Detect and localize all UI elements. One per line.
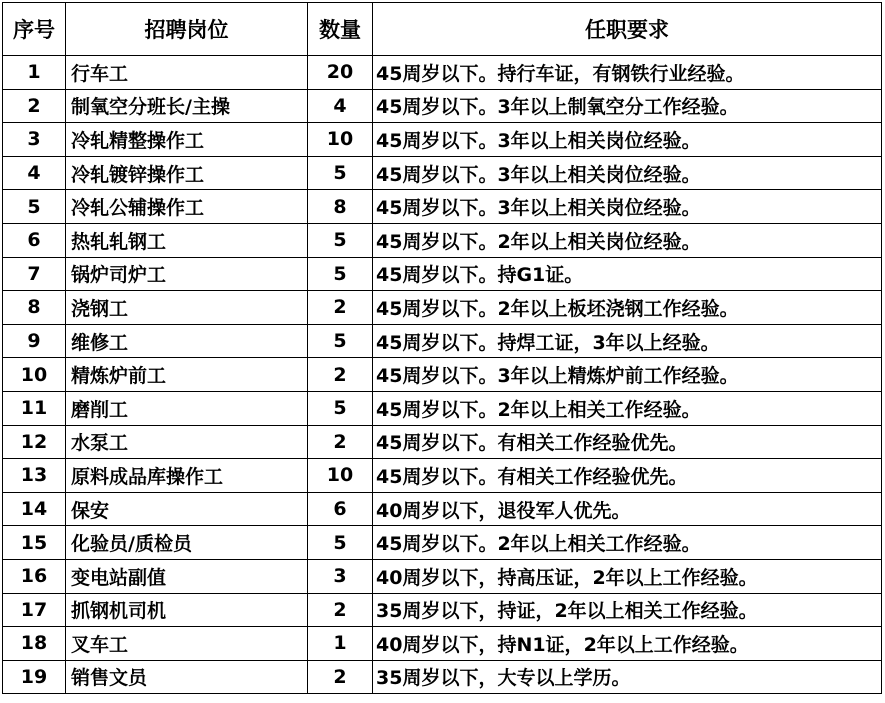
cell-index: 7 [3,257,66,291]
header-requirement: 任职要求 [373,3,882,56]
cell-requirement: 45周岁以下。3年以上相关岗位经验。 [373,156,882,190]
cell-position: 抓钢机司机 [66,593,308,627]
cell-index: 4 [3,156,66,190]
table-row [3,425,882,459]
cell-quantity: 2 [308,358,373,392]
table-row [3,89,882,123]
cell-quantity: 20 [308,56,373,90]
cell-requirement: 45周岁以下。3年以上相关岗位经验。 [373,190,882,224]
cell-index: 10 [3,358,66,392]
table-row [3,459,882,493]
cell-index: 17 [3,593,66,627]
cell-index: 19 [3,660,66,694]
cell-index: 14 [3,492,66,526]
table-row [3,223,882,257]
cell-quantity: 2 [308,425,373,459]
cell-quantity: 2 [308,291,373,325]
header-index: 序号 [3,3,66,56]
cell-requirement: 45周岁以下。持行车证，有钢铁行业经验。 [373,56,882,90]
table-row [3,627,882,661]
cell-quantity: 10 [308,459,373,493]
cell-quantity: 5 [308,324,373,358]
cell-requirement: 40周岁以下，持高压证，2年以上工作经验。 [373,559,882,593]
cell-index: 12 [3,425,66,459]
cell-quantity: 5 [308,391,373,425]
cell-requirement: 45周岁以下。3年以上制氧空分工作经验。 [373,89,882,123]
cell-index: 3 [3,123,66,157]
cell-index: 16 [3,559,66,593]
table-row [3,526,882,560]
cell-requirement: 45周岁以下。有相关工作经验优先。 [373,425,882,459]
cell-index: 9 [3,324,66,358]
cell-quantity: 5 [308,156,373,190]
cell-requirement: 45周岁以下。持焊工证，3年以上经验。 [373,324,882,358]
cell-requirement: 45周岁以下。2年以上相关工作经验。 [373,526,882,560]
table-row [3,660,882,694]
cell-position: 行车工 [66,56,308,90]
table-header [3,3,882,56]
cell-requirement: 40周岁以下，退役军人优先。 [373,492,882,526]
cell-quantity: 3 [308,559,373,593]
table-row [3,190,882,224]
cell-requirement: 45周岁以下。2年以上相关工作经验。 [373,391,882,425]
cell-position: 冷轧镀锌操作工 [66,156,308,190]
cell-index: 8 [3,291,66,325]
table-body [3,56,882,694]
cell-requirement: 35周岁以下，持证，2年以上相关工作经验。 [373,593,882,627]
table-row [3,358,882,392]
cell-position: 叉车工 [66,627,308,661]
cell-position: 锅炉司炉工 [66,257,308,291]
cell-quantity: 2 [308,660,373,694]
cell-position: 冷轧公辅操作工 [66,190,308,224]
cell-requirement: 35周岁以下，大专以上学历。 [373,660,882,694]
cell-position: 保安 [66,492,308,526]
cell-quantity: 1 [308,627,373,661]
cell-position: 精炼炉前工 [66,358,308,392]
cell-requirement: 40周岁以下，持N1证，2年以上工作经验。 [373,627,882,661]
cell-index: 6 [3,223,66,257]
table-row [3,56,882,90]
cell-requirement: 45周岁以下。2年以上板坯浇钢工作经验。 [373,291,882,325]
cell-position: 磨削工 [66,391,308,425]
cell-quantity: 8 [308,190,373,224]
cell-quantity: 5 [308,257,373,291]
cell-requirement: 45周岁以下。有相关工作经验优先。 [373,459,882,493]
cell-position: 冷轧精整操作工 [66,123,308,157]
cell-index: 2 [3,89,66,123]
cell-index: 11 [3,391,66,425]
cell-index: 1 [3,56,66,90]
table-row [3,324,882,358]
cell-index: 5 [3,190,66,224]
cell-requirement: 45周岁以下。2年以上相关岗位经验。 [373,223,882,257]
cell-quantity: 4 [308,89,373,123]
recruitment-table [2,2,882,694]
cell-position: 制氧空分班长/主操 [66,89,308,123]
cell-requirement: 45周岁以下。3年以上精炼炉前工作经验。 [373,358,882,392]
header-position: 招聘岗位 [66,3,308,56]
cell-quantity: 10 [308,123,373,157]
table-row [3,123,882,157]
header-quantity: 数量 [308,3,373,56]
cell-position: 热轧轧钢工 [66,223,308,257]
cell-requirement: 45周岁以下。持G1证。 [373,257,882,291]
cell-index: 13 [3,459,66,493]
table-row [3,257,882,291]
cell-position: 维修工 [66,324,308,358]
table-row [3,391,882,425]
table-row [3,291,882,325]
cell-quantity: 2 [308,593,373,627]
cell-index: 15 [3,526,66,560]
header-row [3,3,882,56]
cell-requirement: 45周岁以下。3年以上相关岗位经验。 [373,123,882,157]
cell-position: 变电站副值 [66,559,308,593]
cell-position: 销售文员 [66,660,308,694]
table-row [3,492,882,526]
table-row [3,593,882,627]
cell-index: 18 [3,627,66,661]
cell-quantity: 5 [308,526,373,560]
cell-quantity: 5 [308,223,373,257]
cell-position: 水泵工 [66,425,308,459]
table-row [3,156,882,190]
table-row [3,559,882,593]
cell-position: 化验员/质检员 [66,526,308,560]
cell-quantity: 6 [308,492,373,526]
cell-position: 原料成品库操作工 [66,459,308,493]
cell-position: 浇钢工 [66,291,308,325]
